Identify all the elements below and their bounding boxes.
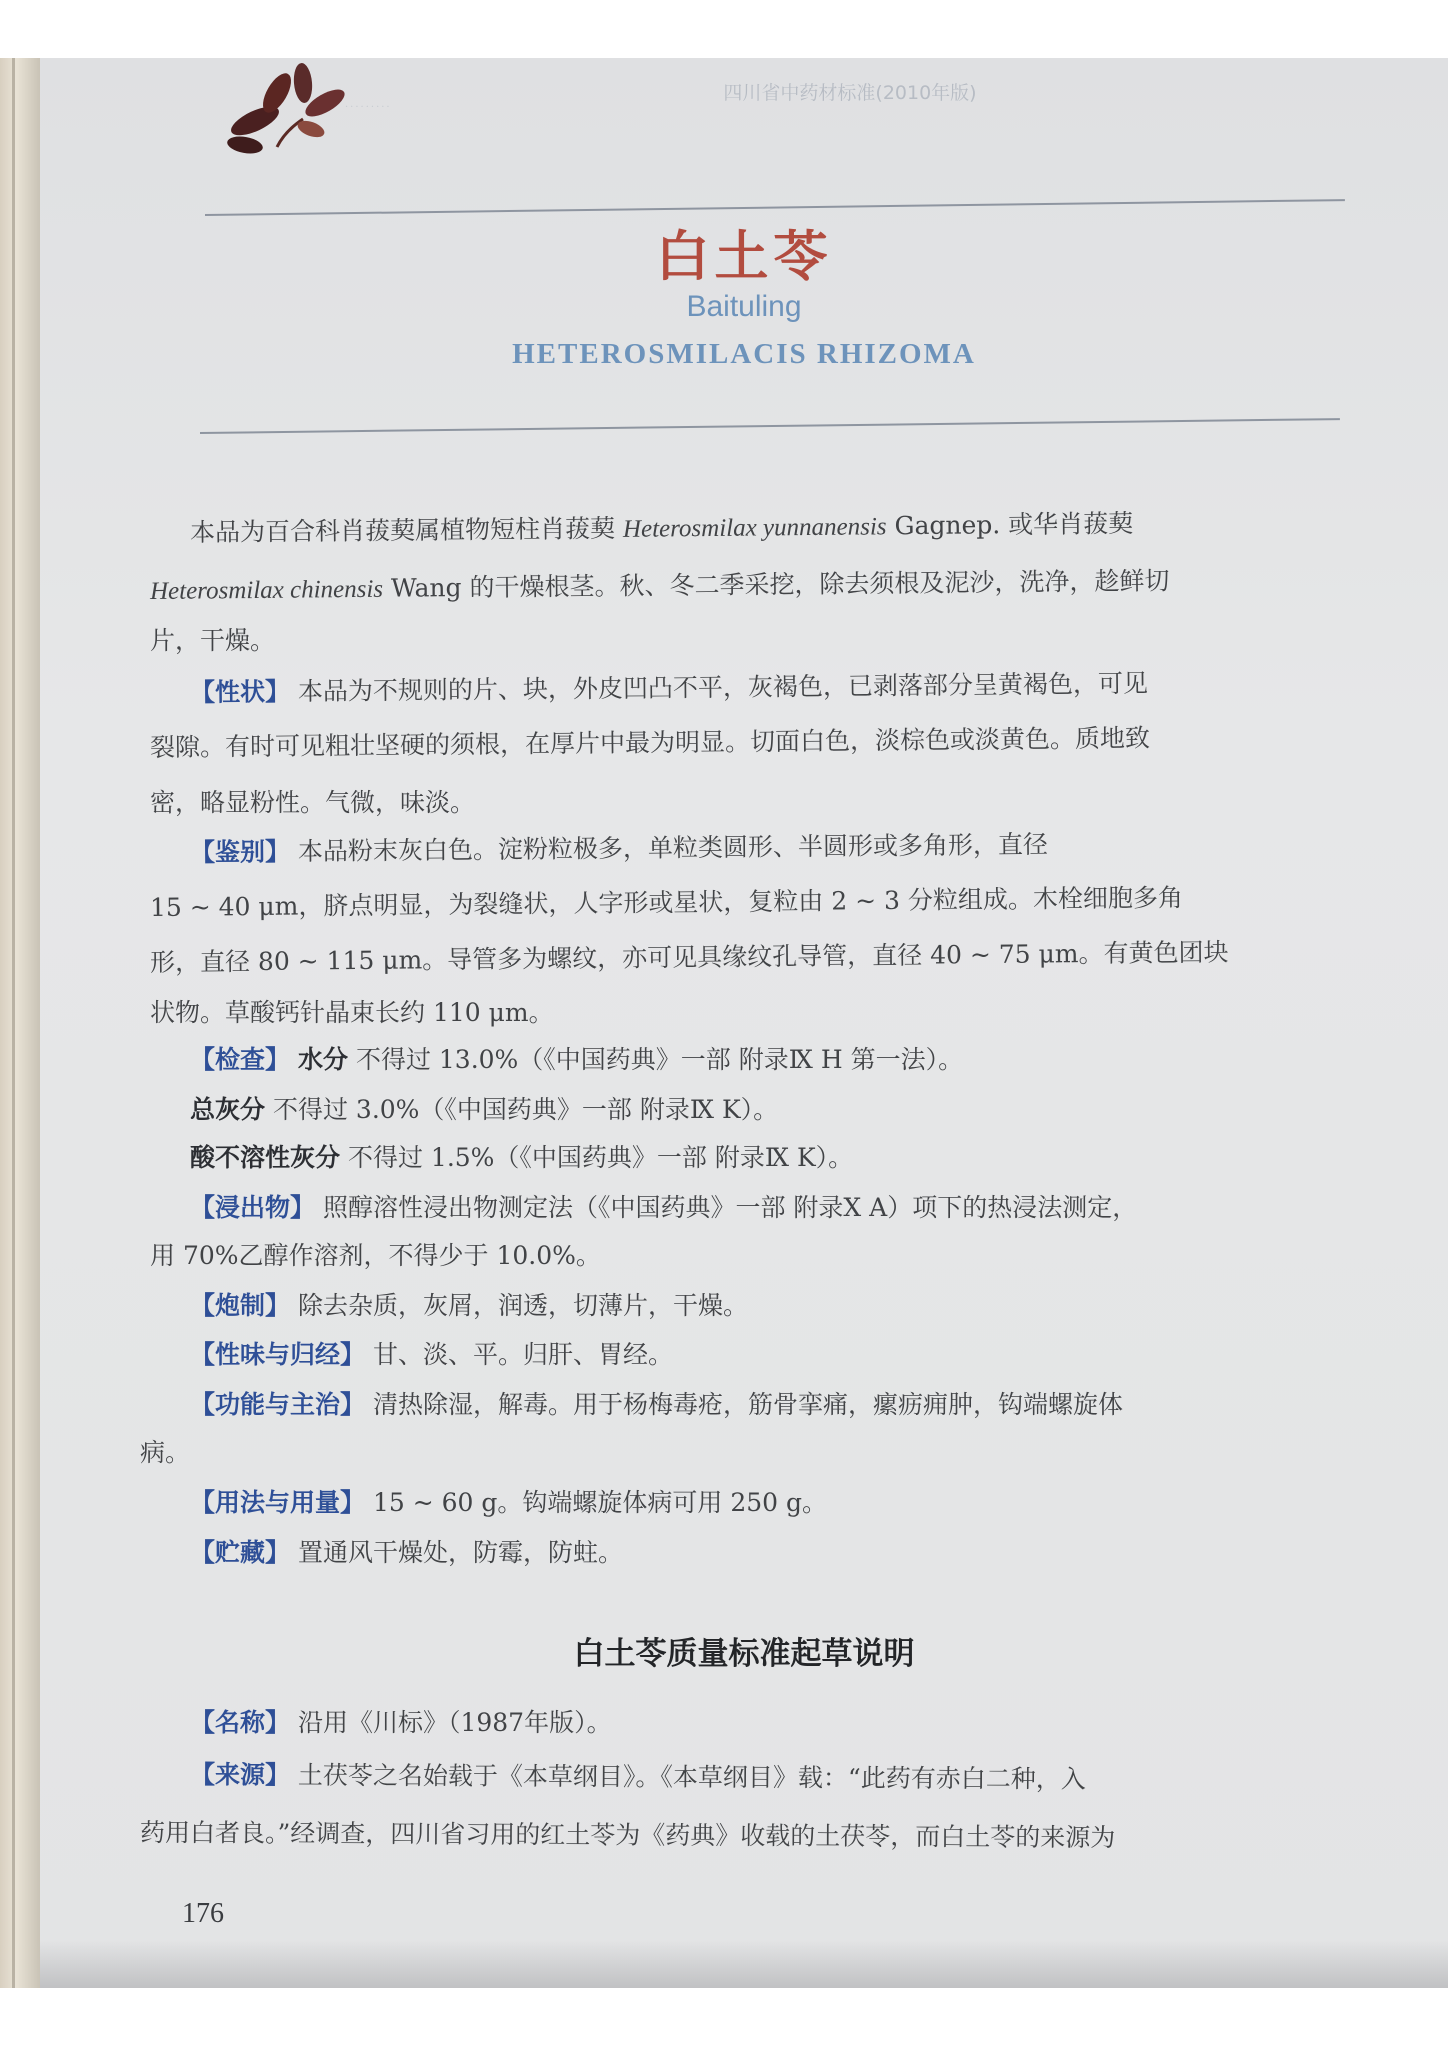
functions-line-1 xyxy=(190,1385,1123,1421)
functions-line-2: 病。 xyxy=(140,1438,191,1467)
monograph-title: 白土苓 xyxy=(655,224,833,288)
acid-ash-text: 不得过 1.5%（《中国药典》一部 附录Ⅸ K）。 xyxy=(347,1143,854,1172)
water-label: 水分 xyxy=(297,1045,348,1074)
section-label-dosage: 【用法与用量】 xyxy=(190,1488,366,1517)
identification-line-2: 15 ~ 40 μm，脐点明显，为裂缝状，人字形或星状，复粒由 2 ~ 3 分粒组成。木栓细胞多角 xyxy=(149,883,1184,922)
section-label-storage: 【贮藏】 xyxy=(190,1538,291,1567)
nature-meridian-line xyxy=(190,1335,673,1371)
section-label-processing: 【炮制】 xyxy=(190,1291,291,1320)
intro-text: Wang 的干燥根茎。秋、冬二季采挖，除去须根及泥沙，洗净，趁鲜切 xyxy=(390,566,1170,603)
dosage-text: 15 ~ 60 g。钩端螺旋体病可用 250 g。 xyxy=(372,1488,827,1517)
intro-line-3: 片，干燥。 xyxy=(150,626,276,655)
acid-ash-label: 酸不溶性灰分 xyxy=(190,1143,341,1172)
functions-text: 清热除湿，解毒。用于杨梅毒疮，筋骨挛痛，瘰疬痈肿，钩端螺旋体 xyxy=(372,1390,1123,1419)
storage-line xyxy=(190,1533,623,1569)
properties-line-3: 密，略显粉性。气微，味淡。 xyxy=(150,788,476,817)
identification-text: 本品粉末灰白色。淀粉粒极多，单粒类圆形、半圆形或多角形，直径 xyxy=(297,829,1049,866)
name-line xyxy=(190,1703,612,1739)
drafting-notes-title: 白土苓质量标准起草说明 xyxy=(573,1636,915,1672)
intro-line-1 xyxy=(190,504,1134,549)
source-line-2: 药用白者良。”经调查，四川省习用的红土苓为《药典》收载的土茯苓，而白土苓的来源为 xyxy=(139,1818,1116,1853)
page-number: 176 xyxy=(182,1898,224,1929)
section-label-source: 【来源】 xyxy=(189,1760,291,1790)
species-name: Heterosmilax yunnanensis xyxy=(622,513,887,543)
nature-meridian-text: 甘、淡、平。归肝、胃经。 xyxy=(372,1340,673,1369)
section-label-identification: 【鉴别】 xyxy=(189,837,291,867)
section-label-properties: 【性状】 xyxy=(189,677,291,707)
page-bottom-shadow xyxy=(40,1940,1448,1988)
water-text: 不得过 13.0%（《中国药典》一部 附录Ⅸ H 第一法）。 xyxy=(355,1045,964,1074)
header-decoration: ········· xyxy=(345,102,392,113)
extract-line-1 xyxy=(190,1188,1137,1224)
total-ash-text: 不得过 3.0%（《中国药典》一部 附录Ⅸ K）。 xyxy=(272,1095,779,1124)
extract-line-2: 用 70%乙醇作溶剂，不得少于 10.0%。 xyxy=(150,1241,601,1270)
binding-edge xyxy=(12,58,15,1988)
storage-text: 置通风干燥处，防霉，防蛀。 xyxy=(297,1538,623,1567)
running-head: 四川省中药材标准(2010年版) xyxy=(723,82,977,104)
section-label-nature-meridian: 【性味与归经】 xyxy=(190,1340,366,1369)
intro-text: 本品为百合科肖菝葜属植物短柱肖菝葜 xyxy=(189,513,616,547)
total-ash-label: 总灰分 xyxy=(190,1095,266,1124)
name-text: 沿用《川标》（1987年版）。 xyxy=(297,1708,612,1737)
inspection-line-water xyxy=(190,1040,963,1076)
inspection-line-acid-ash xyxy=(190,1138,853,1174)
source-line-1 xyxy=(190,1755,1086,1796)
properties-text: 本品为不规则的片、块，外皮凹凸不平，灰褐色，已剥落部分呈黄褐色，可见 xyxy=(297,668,1149,706)
intro-text: Gagnep. 或华肖菝葜 xyxy=(894,508,1134,541)
source-text: 土茯苓之名始载于《本草纲目》。《本草纲目》载：“此药有赤白二种，入 xyxy=(297,1760,1086,1794)
extract-text: 照醇溶性浸出物测定法（《中国药典》一部 附录X A）项下的热浸法测定， xyxy=(322,1193,1138,1222)
processing-line xyxy=(190,1286,748,1322)
processing-text: 除去杂质，灰屑，润透，切薄片，干燥。 xyxy=(297,1291,748,1320)
monograph-latin-name: HETEROSMILACIS RHIZOMA xyxy=(512,338,976,370)
identification-line-3: 形，直径 80 ~ 115 μm。导管多为螺纹，亦可见具缘纹孔导管，直径 40 ~ 75 μm。有黄色团块 xyxy=(149,937,1229,977)
monograph-pinyin: Baituling xyxy=(686,290,802,323)
section-label-functions: 【功能与主治】 xyxy=(190,1390,366,1419)
book-binding xyxy=(0,58,40,1988)
dosage-line xyxy=(190,1483,827,1519)
species-name: Heterosmilax chinensis xyxy=(149,575,384,605)
intro-line-2 xyxy=(150,561,1170,607)
inspection-line-total-ash xyxy=(190,1090,778,1126)
section-label-inspection: 【检查】 xyxy=(190,1045,291,1074)
title-rule-bottom xyxy=(200,418,1340,434)
leaf-sprig-icon xyxy=(215,63,365,158)
properties-line-1 xyxy=(190,664,1148,709)
identification-line-1 xyxy=(190,825,1048,869)
book-page xyxy=(40,58,1448,1988)
section-label-extract: 【浸出物】 xyxy=(190,1193,316,1222)
section-label-name: 【名称】 xyxy=(190,1708,291,1737)
properties-line-2: 裂隙。有时可见粗壮坚硬的须根，在厚片中最为明显。切面白色，淡棕色或淡黄色。质地致 xyxy=(149,723,1151,762)
identification-line-4: 状物。草酸钙针晶束长约 110 μm。 xyxy=(150,998,554,1027)
